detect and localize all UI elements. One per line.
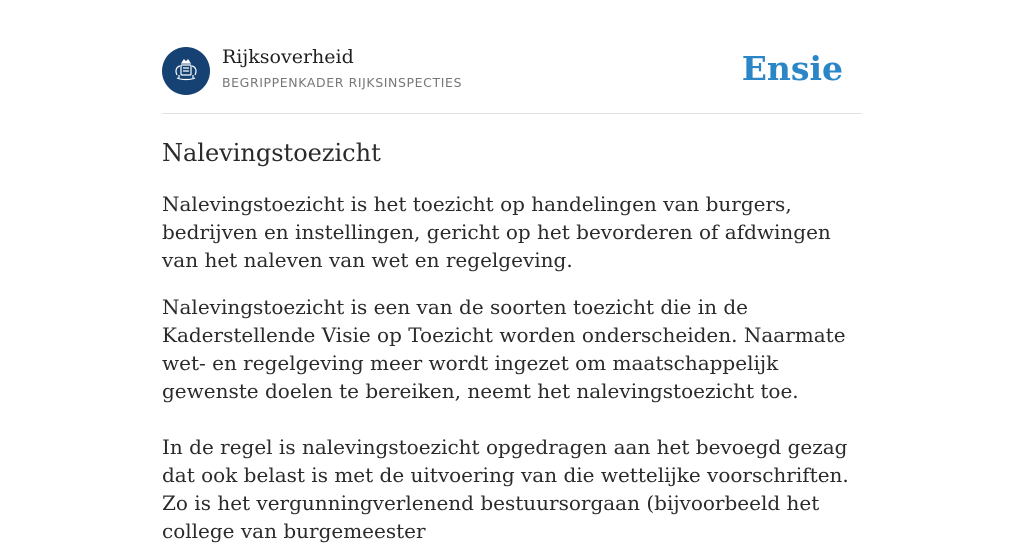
page-title: Nalevingstoezicht — [162, 139, 381, 167]
definition-paragraph: Nalevingstoezicht is het toezicht op handelingen van burgers, bedrijven en instellingen, gericht op het bevorderen of afdwingen van het naleven van wet en regelgeving. — [162, 192, 831, 272]
body-paragraph: In de regel is nalevingstoezicht opgedragen aan het bevoegd gezag dat ook belast is met de uitvoering van die wettelijke voorschriften. Zo is het vergunningverlenend bestuursorgaan (bijvoorbeeld het college van burgemeester — [162, 435, 849, 543]
coat-of-arms-icon[interactable] — [162, 47, 210, 95]
body-paragraph: Nalevingstoezicht is een van de soorten toezicht die in de Kaderstellende Visie op Toezicht worden onderscheiden. Naarmate wet- en regelgeving meer wordt ingezet om maatschappelijk gewenste doelen te bereiken, neemt het nalevingstoezicht toe. — [162, 295, 846, 403]
org-subtitle: BEGRIPPENKADER RIJKSINSPECTIES — [222, 75, 463, 90]
brand-logo[interactable]: Ensie — [741, 49, 843, 88]
page — [162, 0, 862, 545]
header — [162, 0, 862, 114]
org-name: Rijksoverheid — [222, 46, 354, 68]
